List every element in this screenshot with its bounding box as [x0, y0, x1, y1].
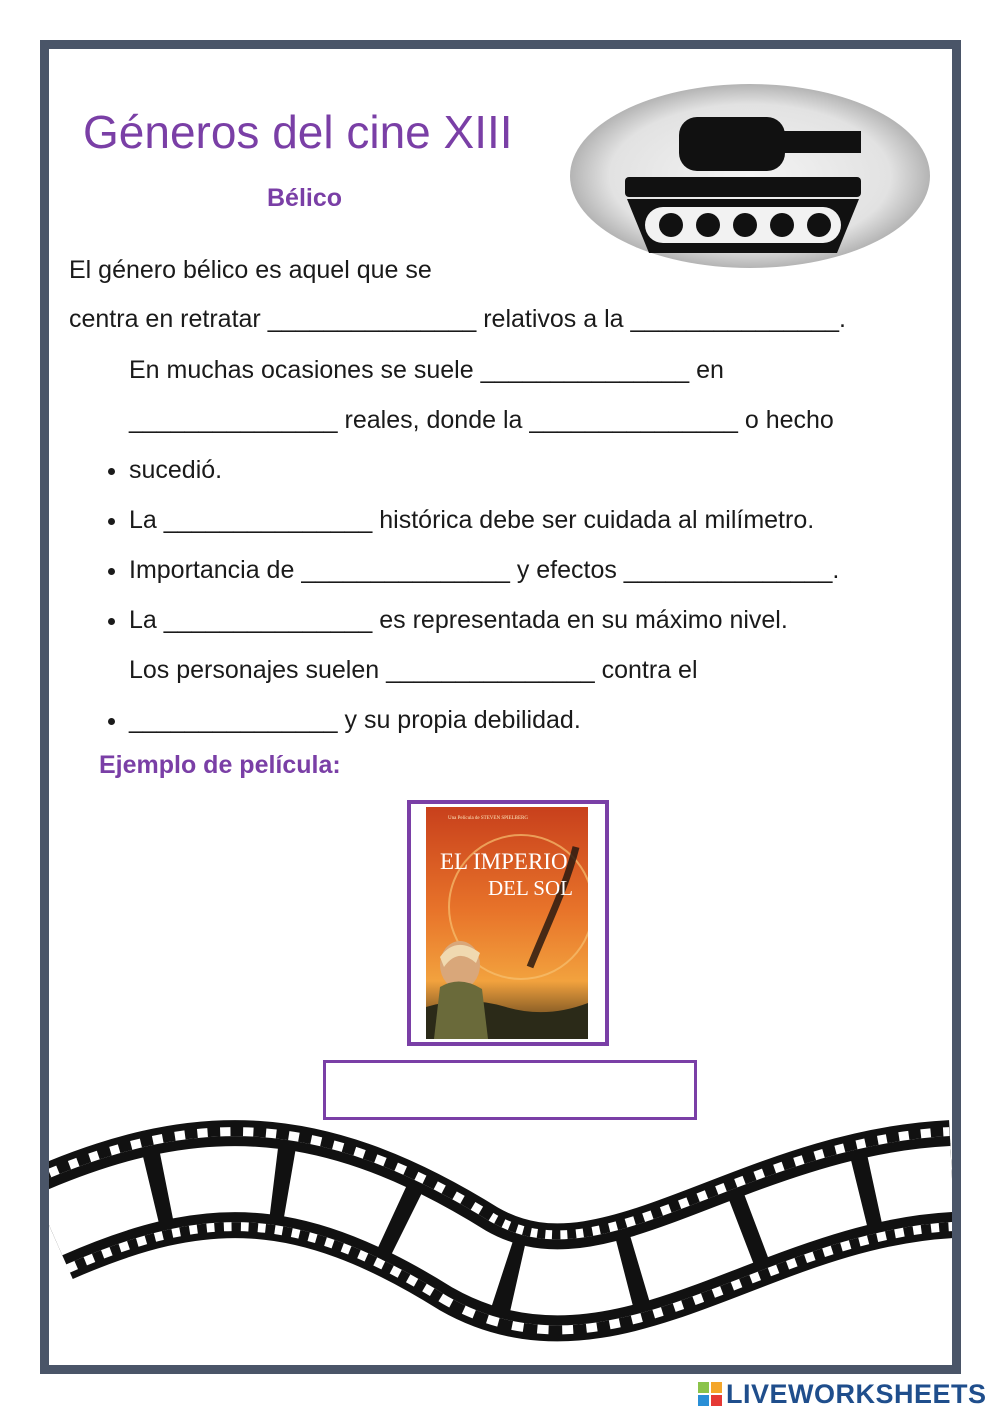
tank-icon [567, 81, 933, 271]
list-item-text: La _______________ histórica debe ser cuidada al milímetro. [129, 506, 815, 534]
movie-answer-input[interactable] [323, 1060, 697, 1120]
intro-paragraph [69, 246, 929, 344]
movie-poster-frame [407, 800, 609, 1046]
characteristics-list [69, 345, 961, 745]
list-item-text: En muchas ocasiones se suele _______________ en _______________ reales, donde la _______________ o hecho sucedió. [129, 356, 834, 484]
list-item [129, 595, 961, 645]
movie-poster [426, 807, 588, 1039]
poster-title-line-2: DEL SOL [488, 876, 573, 900]
list-item-text: La _______________ es representada en su máximo nivel. [129, 606, 788, 634]
list-item [129, 495, 961, 545]
intro-line-1: El género bélico es aquel que se [69, 256, 432, 284]
worksheet-page [40, 40, 961, 1374]
list-item-text: Importancia de _______________ y efectos _______________. [129, 556, 840, 584]
liveworksheets-logo-icon [698, 1382, 722, 1406]
example-label: Ejemplo de película: [99, 751, 341, 779]
list-item [129, 645, 961, 745]
list-item-text: Los personajes suelen _______________ contra el _______________ y su propia debilidad. [129, 656, 698, 734]
liveworksheets-brand [698, 1376, 987, 1412]
list-item [129, 345, 961, 495]
poster-title-line-1: EL IMPERIO [440, 849, 568, 874]
film-strip-icon [49, 1119, 952, 1369]
poster-credit: Una Película de STEVEN SPIELBERG [448, 816, 528, 821]
page-title: Géneros del cine XIII [83, 106, 513, 158]
genre-subtitle: Bélico [267, 184, 343, 212]
list-item [129, 545, 961, 595]
intro-line-2: centra en retratar _______________ relativos a la _______________. [69, 305, 847, 333]
brand-name: LIVEWORKSHEETS [726, 1378, 987, 1409]
